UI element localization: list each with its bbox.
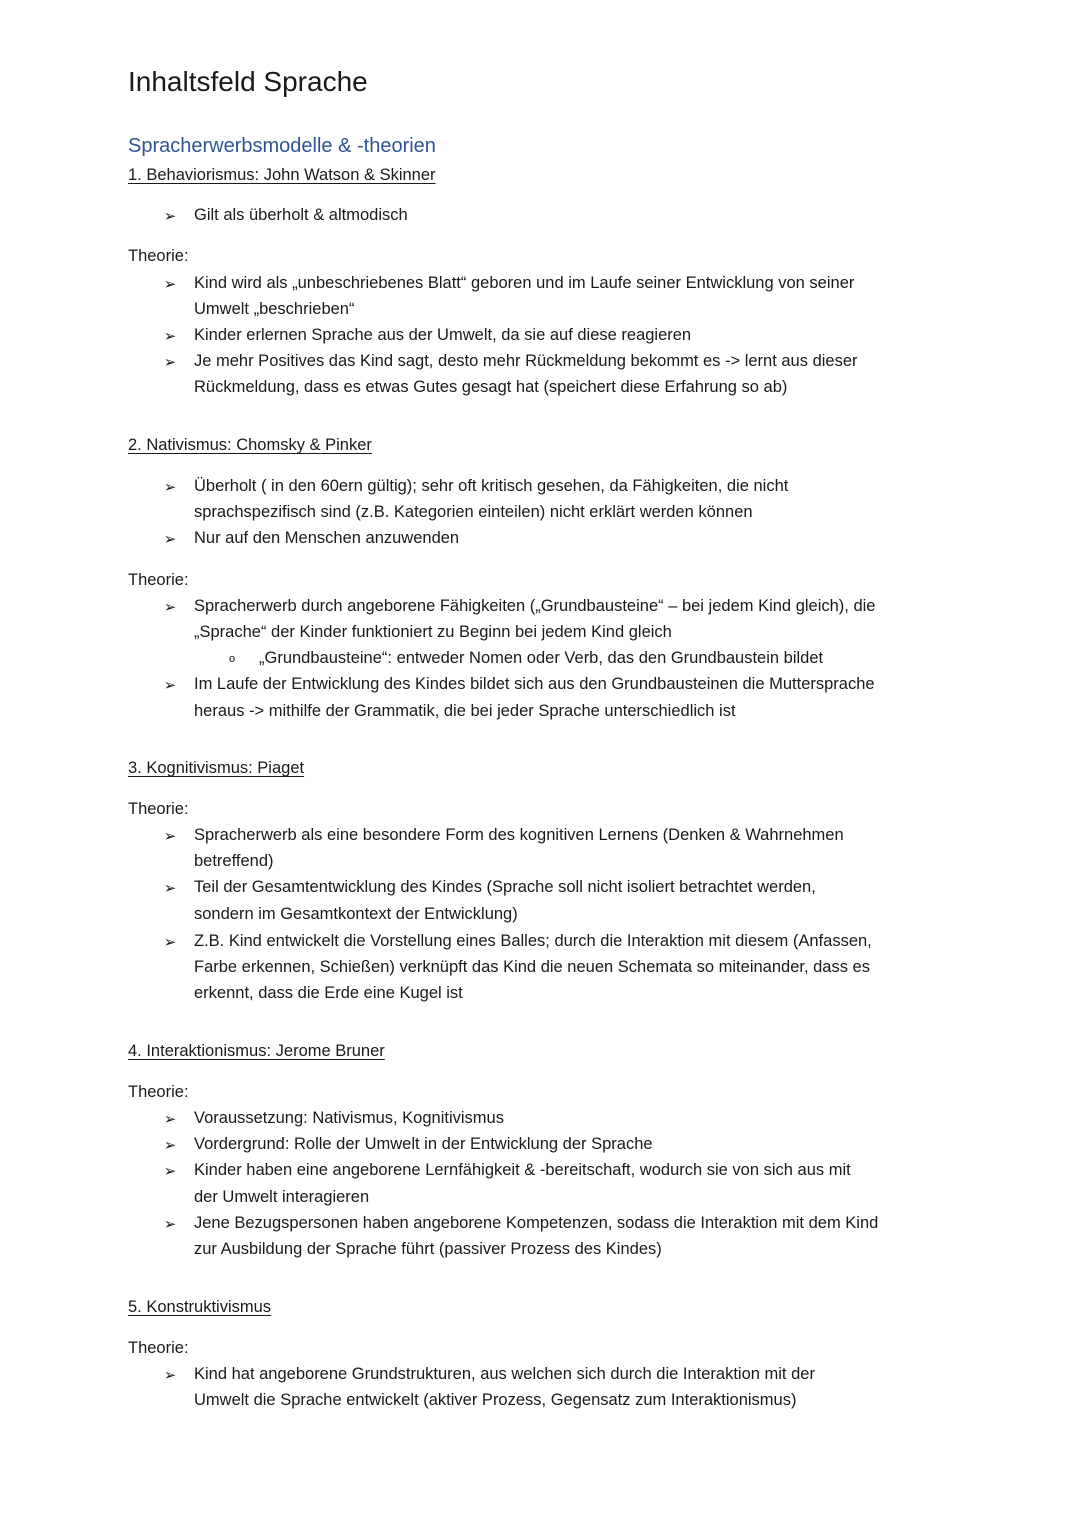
bullet-text: Spracherwerb als eine besondere Form des kognitiven Lernens (Denken & Wahrnehmen: [194, 826, 844, 844]
arrow-bullet-icon: ➢: [163, 479, 177, 496]
theory-label: Theorie:: [128, 571, 189, 589]
theory-label: Theorie:: [128, 800, 189, 818]
bullet-text-continued: Umwelt „beschrieben“: [194, 300, 355, 318]
arrow-bullet-icon: ➢: [163, 1216, 177, 1233]
bullet-text-continued: betreffend): [194, 852, 274, 870]
bullet-text: Jene Bezugspersonen haben angeborene Kompetenzen, sodass die Interaktion mit dem Kind: [194, 1214, 879, 1232]
arrow-bullet-icon: ➢: [163, 354, 177, 371]
theory-label: Theorie:: [128, 1083, 189, 1101]
theory-label: Theorie:: [128, 247, 189, 265]
bullet-text: Überholt ( in den 60ern gültig); sehr oft kritisch gesehen, da Fähigkeiten, die nicht: [194, 477, 789, 495]
bullet-text: Im Laufe der Entwicklung des Kindes bildet sich aus den Grundbausteinen die Muttersprache: [194, 675, 875, 693]
bullet-text: Gilt als überholt & altmodisch: [194, 206, 408, 224]
arrow-bullet-icon: ➢: [163, 880, 177, 897]
bullet-text-continued: sondern im Gesamtkontext der Entwicklung): [194, 905, 518, 923]
bullet-text-continued: der Umwelt interagieren: [194, 1188, 370, 1206]
bullet-text: Spracherwerb durch angeborene Fähigkeiten („Grundbausteine“ – bei jedem Kind gleich), die: [194, 597, 876, 615]
arrow-bullet-icon: ➢: [163, 208, 177, 225]
arrow-bullet-icon: ➢: [163, 828, 177, 845]
bullet-text: Z.B. Kind entwickelt die Vorstellung eines Balles; durch die Interaktion mit diesem (Anfassen,: [194, 932, 872, 950]
circle-bullet-icon: o: [229, 653, 236, 665]
bullet-text-continued: zur Ausbildung der Sprache führt (passiver Prozess des Kindes): [194, 1240, 662, 1258]
bullet-text-continued: heraus -> mithilfe der Grammatik, die bei jeder Sprache unterschiedlich ist: [194, 702, 736, 720]
sub-bullet-text: „Grundbausteine“: entweder Nomen oder Verb, das den Grundbaustein bildet: [259, 649, 824, 667]
arrow-bullet-icon: ➢: [163, 677, 177, 694]
bullet-text-continued: „Sprache“ der Kinder funktioniert zu Beginn bei jedem Kind gleich: [194, 623, 672, 641]
bullet-text-continued: erkennt, dass die Erde eine Kugel ist: [194, 984, 463, 1002]
bullet-text: Nur auf den Menschen anzuwenden: [194, 529, 460, 547]
bullet-text: Vordergrund: Rolle der Umwelt in der Entwicklung der Sprache: [194, 1135, 653, 1153]
bullet-text: Kinder erlernen Sprache aus der Umwelt, da sie auf diese reagieren: [194, 326, 692, 344]
arrow-bullet-icon: ➢: [163, 1367, 177, 1384]
bullet-text: Kind wird als „unbeschriebenes Blatt“ geboren und im Laufe seiner Entwicklung von seiner: [194, 274, 855, 292]
arrow-bullet-icon: ➢: [163, 599, 177, 616]
arrow-bullet-icon: ➢: [163, 1163, 177, 1180]
section-subtitle: Spracherwerbsmodelle & -theorien: [128, 135, 436, 157]
bullet-text-continued: Farbe erkennen, Schießen) verknüpft das Kind die neuen Schemata so miteinander, dass es: [194, 958, 870, 976]
bullet-text-continued: sprachspezifisch sind (z.B. Kategorien einteilen) nicht erklärt werden können: [194, 503, 753, 521]
bullet-text: Je mehr Positives das Kind sagt, desto mehr Rückmeldung bekommt es -> lernt aus dieser: [194, 352, 858, 370]
arrow-bullet-icon: ➢: [163, 1111, 177, 1128]
section-heading-behaviorismus: 1. Behaviorismus: John Watson & Skinner: [128, 166, 436, 184]
bullet-text-continued: Umwelt die Sprache entwickelt (aktiver Prozess, Gegensatz zum Interaktionismus): [194, 1391, 797, 1409]
bullet-text: Teil der Gesamtentwicklung des Kindes (Sprache soll nicht isoliert betrachtet werden,: [194, 878, 816, 896]
section-heading-kognitivismus: 3. Kognitivismus: Piaget: [128, 759, 305, 777]
theory-label: Theorie:: [128, 1339, 189, 1357]
arrow-bullet-icon: ➢: [163, 276, 177, 293]
bullet-text: Kinder haben eine angeborene Lernfähigkeit & -bereitschaft, wodurch sie von sich aus mit: [194, 1161, 851, 1179]
bullet-text-continued: Rückmeldung, dass es etwas Gutes gesagt hat (speichert diese Erfahrung so ab): [194, 378, 788, 396]
page-title: Inhaltsfeld Sprache: [128, 66, 368, 97]
arrow-bullet-icon: ➢: [163, 531, 177, 548]
arrow-bullet-icon: ➢: [163, 934, 177, 951]
bullet-text: Voraussetzung: Nativismus, Kognitivismus: [194, 1109, 504, 1127]
arrow-bullet-icon: ➢: [163, 1137, 177, 1154]
section-heading-interaktionismus: 4. Interaktionismus: Jerome Bruner: [128, 1042, 385, 1060]
arrow-bullet-icon: ➢: [163, 328, 177, 345]
bullet-text: Kind hat angeborene Grundstrukturen, aus welchen sich durch die Interaktion mit der: [194, 1365, 815, 1383]
section-heading-konstruktivismus: 5. Konstruktivismus: [128, 1298, 272, 1316]
section-heading-nativismus: 2. Nativismus: Chomsky & Pinker: [128, 436, 372, 454]
